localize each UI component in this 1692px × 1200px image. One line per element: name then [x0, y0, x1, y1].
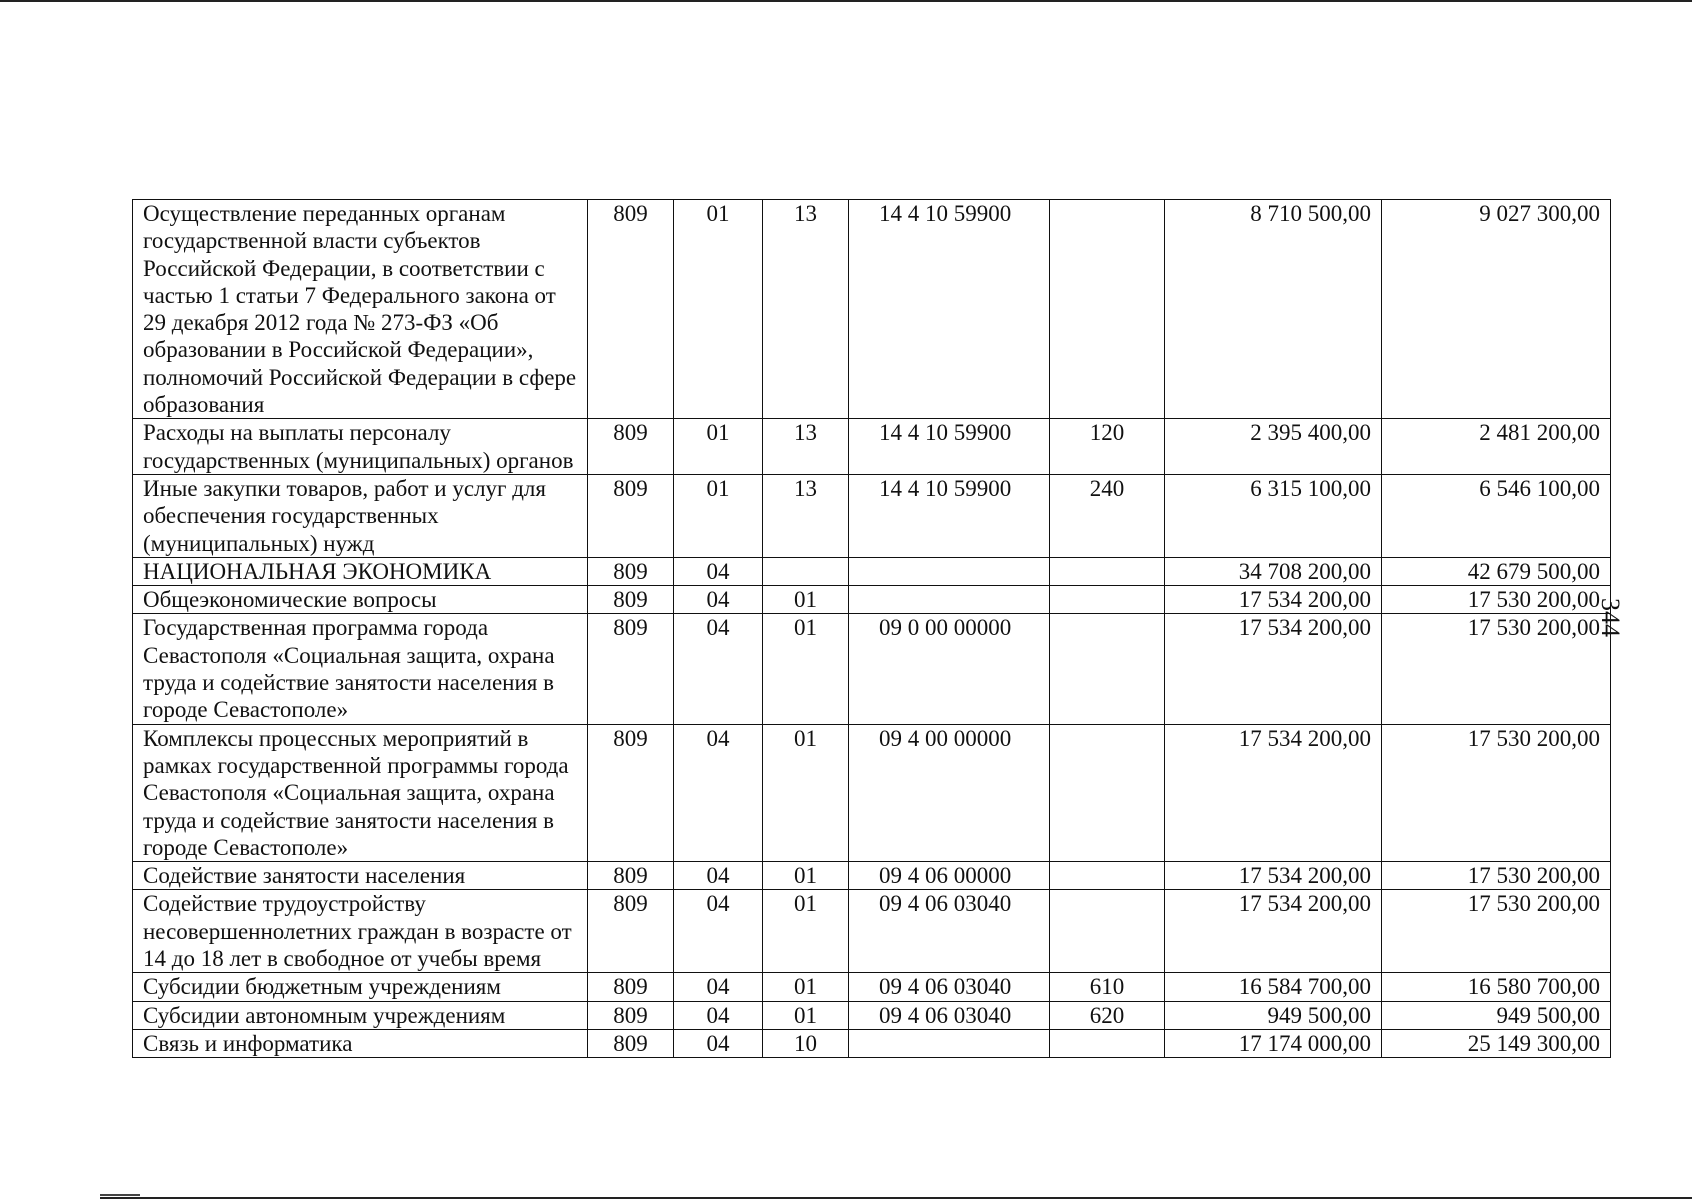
sum-year-1-cell: 949 500,00 [1165, 1001, 1382, 1029]
section-code-cell: 04 [674, 1029, 763, 1057]
section-code-cell: 04 [674, 973, 763, 1001]
sum-year-1-cell: 8 710 500,00 [1165, 200, 1382, 419]
table-row [133, 557, 1611, 585]
sum-year-1-cell: 17 534 200,00 [1165, 862, 1382, 890]
target-article-cell: 09 4 06 00000 [849, 862, 1050, 890]
table-row [133, 973, 1611, 1001]
ministry-code-cell: 809 [588, 614, 674, 724]
expense-name-cell: Расходы на выплаты персоналу государственных (муниципальных) органов [133, 419, 588, 475]
expense-type-cell [1050, 557, 1165, 585]
expense-name-cell: Содействие трудоустройству несовершеннолетних граждан в возрасте от 14 до 18 лет в свободное от учебы время [133, 890, 588, 973]
expense-name-cell: Субсидии автономным учреждениям [133, 1001, 588, 1029]
expense-name-cell: Субсидии бюджетным учреждениям [133, 973, 588, 1001]
table-row [133, 614, 1611, 724]
section-code-cell: 04 [674, 557, 763, 585]
target-article-cell: 09 4 06 03040 [849, 890, 1050, 973]
subsection-code-cell: 01 [763, 614, 849, 724]
expense-name-cell: Связь и информатика [133, 1029, 588, 1057]
expense-type-cell [1050, 724, 1165, 861]
table-row [133, 890, 1611, 973]
target-article-cell [849, 1029, 1050, 1057]
expense-type-cell: 120 [1050, 419, 1165, 475]
expense-type-cell [1050, 862, 1165, 890]
ministry-code-cell: 809 [588, 862, 674, 890]
expense-type-cell: 240 [1050, 474, 1165, 557]
subsection-code-cell: 01 [763, 890, 849, 973]
sum-year-1-cell: 17 534 200,00 [1165, 724, 1382, 861]
expense-name-cell: Осуществление переданных органам государственной власти субъектов Российской Федерации, в соответствии с частью 1 статьи 7 Федерального закона от 29 декабря 2012 года № 273-ФЗ «Об образовании в Российской Федерации», полномочий Российской Федерации в сфере образования [133, 200, 588, 419]
target-article-cell [849, 586, 1050, 614]
sum-year-2-cell: 42 679 500,00 [1382, 557, 1611, 585]
expense-name-cell: Государственная программа города Севастополя «Социальная защита, охрана труда и содействие занятости населения в городе Севастополе» [133, 614, 588, 724]
section-code-cell: 04 [674, 586, 763, 614]
ministry-code-cell: 809 [588, 200, 674, 419]
sum-year-1-cell: 17 534 200,00 [1165, 586, 1382, 614]
budget-table [132, 199, 1611, 1058]
table-row [133, 474, 1611, 557]
expense-type-cell: 620 [1050, 1001, 1165, 1029]
ministry-code-cell: 809 [588, 1001, 674, 1029]
subsection-code-cell: 10 [763, 1029, 849, 1057]
subsection-code-cell: 01 [763, 862, 849, 890]
table-row [133, 1001, 1611, 1029]
target-article-cell: 14 4 10 59900 [849, 474, 1050, 557]
subsection-code-cell: 13 [763, 419, 849, 475]
sum-year-1-cell: 17 174 000,00 [1165, 1029, 1382, 1057]
sum-year-1-cell: 16 584 700,00 [1165, 973, 1382, 1001]
sum-year-2-cell: 17 530 200,00 [1382, 586, 1611, 614]
subsection-code-cell: 01 [763, 1001, 849, 1029]
budget-table-body [133, 200, 1611, 1058]
ministry-code-cell: 809 [588, 973, 674, 1001]
expense-type-cell [1050, 890, 1165, 973]
sum-year-2-cell: 16 580 700,00 [1382, 973, 1611, 1001]
sum-year-2-cell: 17 530 200,00 [1382, 890, 1611, 973]
target-article-cell [849, 557, 1050, 585]
expense-type-cell: 610 [1050, 973, 1165, 1001]
page-number: 344 [1596, 598, 1625, 637]
table-row [133, 724, 1611, 861]
target-article-cell: 09 4 06 03040 [849, 1001, 1050, 1029]
expense-type-cell [1050, 586, 1165, 614]
section-code-cell: 04 [674, 862, 763, 890]
section-code-cell: 04 [674, 1001, 763, 1029]
target-article-cell: 14 4 10 59900 [849, 419, 1050, 475]
expense-type-cell [1050, 1029, 1165, 1057]
sum-year-2-cell: 9 027 300,00 [1382, 200, 1611, 419]
expense-type-cell [1050, 614, 1165, 724]
sum-year-2-cell: 17 530 200,00 [1382, 614, 1611, 724]
table-row [133, 419, 1611, 475]
sum-year-2-cell: 6 546 100,00 [1382, 474, 1611, 557]
expense-type-cell [1050, 200, 1165, 419]
section-code-cell: 04 [674, 614, 763, 724]
ministry-code-cell: 809 [588, 890, 674, 973]
ministry-code-cell: 809 [588, 724, 674, 861]
subsection-code-cell: 13 [763, 474, 849, 557]
sum-year-2-cell: 17 530 200,00 [1382, 724, 1611, 861]
sum-year-1-cell: 2 395 400,00 [1165, 419, 1382, 475]
ministry-code-cell: 809 [588, 419, 674, 475]
sum-year-2-cell: 17 530 200,00 [1382, 862, 1611, 890]
ministry-code-cell: 809 [588, 474, 674, 557]
expense-name-cell: НАЦИОНАЛЬНАЯ ЭКОНОМИКА [133, 557, 588, 585]
subsection-code-cell [763, 557, 849, 585]
section-code-cell: 01 [674, 419, 763, 475]
subsection-code-cell: 01 [763, 586, 849, 614]
bottom-scan-border [100, 1197, 1692, 1199]
expense-name-cell: Общеэкономические вопросы [133, 586, 588, 614]
ministry-code-cell: 809 [588, 1029, 674, 1057]
table-row [133, 586, 1611, 614]
expense-name-cell: Комплексы процессных мероприятий в рамках государственной программы города Севастополя «Социальная защита, охрана труда и содействие занятости населения в городе Севастополе» [133, 724, 588, 861]
expense-name-cell: Содействие занятости населения [133, 862, 588, 890]
table-row [133, 200, 1611, 419]
sum-year-2-cell: 949 500,00 [1382, 1001, 1611, 1029]
sum-year-2-cell: 25 149 300,00 [1382, 1029, 1611, 1057]
target-article-cell: 14 4 10 59900 [849, 200, 1050, 419]
target-article-cell: 09 0 00 00000 [849, 614, 1050, 724]
subsection-code-cell: 13 [763, 200, 849, 419]
bottom-scan-mark [100, 1194, 140, 1196]
section-code-cell: 01 [674, 200, 763, 419]
subsection-code-cell: 01 [763, 724, 849, 861]
table-row [133, 1029, 1611, 1057]
sum-year-1-cell: 6 315 100,00 [1165, 474, 1382, 557]
section-code-cell: 04 [674, 890, 763, 973]
section-code-cell: 04 [674, 724, 763, 861]
subsection-code-cell: 01 [763, 973, 849, 1001]
ministry-code-cell: 809 [588, 557, 674, 585]
sum-year-1-cell: 17 534 200,00 [1165, 890, 1382, 973]
table-row [133, 862, 1611, 890]
target-article-cell: 09 4 06 03040 [849, 973, 1050, 1001]
expense-name-cell: Иные закупки товаров, работ и услуг для обеспечения государственных (муниципальных) нужд [133, 474, 588, 557]
sum-year-1-cell: 17 534 200,00 [1165, 614, 1382, 724]
section-code-cell: 01 [674, 474, 763, 557]
target-article-cell: 09 4 00 00000 [849, 724, 1050, 861]
sum-year-1-cell: 34 708 200,00 [1165, 557, 1382, 585]
sum-year-2-cell: 2 481 200,00 [1382, 419, 1611, 475]
top-scan-border [0, 0, 1692, 2]
ministry-code-cell: 809 [588, 586, 674, 614]
